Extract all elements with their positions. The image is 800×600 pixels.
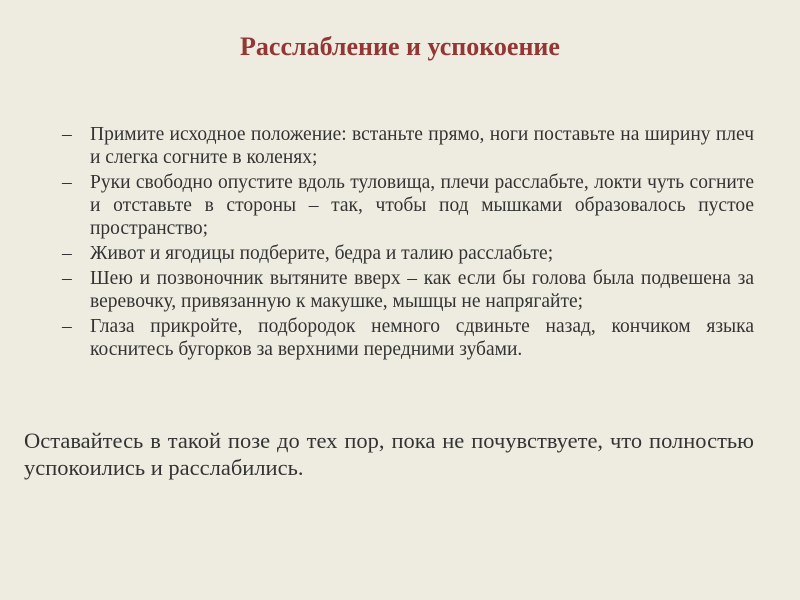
bullet-dash: –: [62, 172, 72, 193]
bullet-dash: –: [62, 316, 72, 337]
instruction-list: [62, 123, 754, 363]
list-item: [62, 267, 754, 313]
slide-title: Расслабление и успокоение: [240, 32, 560, 61]
list-item-text: Примите исходное положение: встаньте прямо, ноги поставьте на ширину плеч и слегка согните в коленях;: [90, 124, 754, 168]
bullet-dash: –: [62, 268, 72, 289]
list-item: [62, 315, 754, 361]
list-item: [62, 171, 754, 240]
closing-paragraph: Оставайтесь в такой позе до тех пор, пока не почувствуете, что полностью успокоились и расслабились.: [24, 428, 754, 480]
list-item: [62, 242, 754, 265]
list-item: [62, 123, 754, 169]
list-item-text: Руки свободно опустите вдоль туловища, плечи расслабьте, локти чуть согните и отставьте в стороны – так, чтобы под мышками образовалось пустое пространство;: [90, 172, 754, 239]
list-item-text: Шею и позвоночник вытяните вверх – как если бы голова была подвешена за веревочку, привязанную к макушке, мышцы не напрягайте;: [90, 268, 754, 312]
bullet-dash: –: [62, 243, 72, 264]
list-item-text: Глаза прикройте, подбородок немного сдвиньте назад, кончиком языка коснитесь бугорков за верхними передними зубами.: [90, 316, 754, 360]
list-item-text: Живот и ягодицы подберите, бедра и талию расслабьте;: [90, 243, 554, 264]
bullet-dash: –: [62, 124, 72, 145]
